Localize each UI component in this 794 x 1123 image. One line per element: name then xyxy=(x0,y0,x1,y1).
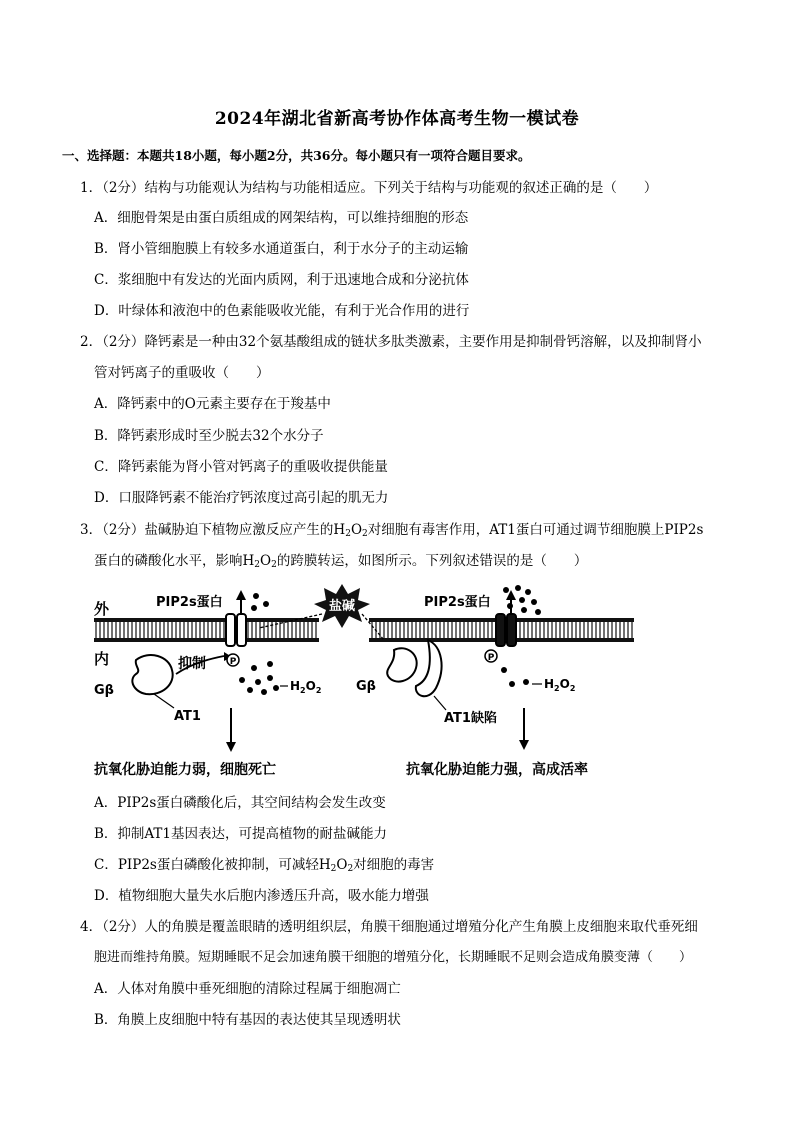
option-2b: B．降钙素形成时至少脱去32个水分子 xyxy=(94,428,324,444)
membrane-diagram xyxy=(94,584,634,784)
right-result-label: 抗氧化胁迫能力强，高成活率 xyxy=(406,762,588,778)
question-number: 4． xyxy=(80,919,103,935)
text-segment: 蛋白的磷酸化水平，影响H xyxy=(94,553,255,569)
question-2-stem-cont: 管对钙离子的重吸收（ ） xyxy=(94,365,270,381)
question-number: 2． xyxy=(80,334,103,350)
left-pip2s-label: PIP2s蛋白 xyxy=(156,595,223,610)
question-number: 3． xyxy=(80,522,103,538)
left-gbeta-shape xyxy=(132,655,172,694)
left-h2o2-label: $H_2O_2$ xyxy=(290,679,322,695)
left-outside-dots xyxy=(251,593,269,611)
subscript: 2 xyxy=(254,560,261,570)
text-segment: 的跨膜转运，如图所示。下列叙述错误的是（ ） xyxy=(276,553,588,569)
option-1c: C．浆细胞中有发达的光面内质网，利于迅速地合成和分泌抗体 xyxy=(94,272,469,288)
right-inside-dots xyxy=(501,667,529,687)
text-segment: 盐碱胁迫下植物应激反应产生的H xyxy=(144,522,346,538)
option-3d: D．植物细胞大量失水后胞内渗透压升高，吸水能力增强 xyxy=(94,888,429,904)
label-inside: 内 xyxy=(94,650,110,668)
saline-label: 盐碱 xyxy=(328,599,356,614)
subscript: 2 xyxy=(330,864,337,874)
question-2-stem xyxy=(80,330,702,350)
option-2c: C．降钙素能为肾小管对钙离子的重吸收提供能量 xyxy=(94,459,388,475)
text-segment: O xyxy=(260,553,272,569)
left-gbeta-label: Gβ xyxy=(94,683,114,698)
right-pip2s-label: PIP2s蛋白 xyxy=(424,595,491,610)
question-text: 人的角膜是覆盖眼睛的透明组织层，角膜干细胞通过增殖分化产生角膜上皮细胞来取代垂死细 xyxy=(144,919,698,935)
left-result-label: 抗氧化胁迫能力弱，细胞死亡 xyxy=(94,762,276,778)
left-inside-dots xyxy=(239,661,279,695)
text-segment: 对细胞有毒害作用，AT1蛋白可通过调节细胞膜上PIP2s xyxy=(367,522,704,538)
at1-defect-label: AT1缺陷 xyxy=(444,711,497,726)
question-4-stem-cont: 胞进而维持角膜。短期睡眠不足会加速角膜干细胞的增殖分化，长期睡眠不足则会造成角膜变薄（ ） xyxy=(94,950,693,965)
option-3c xyxy=(94,853,434,874)
label-outside: 外 xyxy=(94,600,110,618)
left-pip2s-channel xyxy=(226,590,246,646)
option-1a: A．细胞骨架是由蛋白质组成的网架结构，可以维持细胞的形态 xyxy=(94,210,469,226)
membrane-figure xyxy=(94,584,634,784)
option-3a: A．PIP2s蛋白磷酸化后，其空间结构会发生改变 xyxy=(94,795,386,811)
subscript: 2 xyxy=(347,864,354,874)
question-3-stem xyxy=(80,518,703,539)
at1-label: AT1 xyxy=(174,709,201,724)
question-4-stem xyxy=(80,915,698,935)
subscript: 2 xyxy=(362,529,368,539)
question-3-stem-cont xyxy=(94,549,587,570)
option-4b: B．角膜上皮细胞中特有基因的表达使其呈现透明状 xyxy=(94,1012,401,1028)
text-segment: C．PIP2s蛋白磷酸化被抑制，可减轻H xyxy=(94,857,331,873)
text-segment: O xyxy=(336,857,348,873)
subscript: 2 xyxy=(345,529,351,539)
left-p-label: P xyxy=(229,657,237,667)
question-score: （2分） xyxy=(102,334,145,350)
option-4a: A．人体对角膜中垂死细胞的清除过程属于细胞凋亡 xyxy=(94,981,401,997)
option-2d: D．口服降钙素不能治疗钙浓度过高引起的肌无力 xyxy=(94,490,389,506)
question-score: （2分） xyxy=(102,180,145,196)
question-1-stem xyxy=(80,176,657,196)
question-text: 结构与功能观认为结构与功能相适应。下列关于结构与功能观的叙述正确的是（ ） xyxy=(144,180,658,196)
option-1d: D．叶绿体和液泡中的色素能吸收光能，有利于光合作用的进行 xyxy=(94,303,470,319)
subscript: 2 xyxy=(271,560,277,570)
text-segment: O xyxy=(350,522,363,538)
option-1b: B．肾小管细胞膜上有较多水通道蛋白，利于水分子的主动运输 xyxy=(94,241,469,257)
section-heading: 一、选择题：本题共18小题，每小题2分，共36分。每小题只有一项符合题目要求。 xyxy=(62,148,531,163)
text-segment: 对细胞的毒害 xyxy=(353,857,435,873)
right-h2o2-label: $H_2O_2$ xyxy=(544,677,576,693)
right-p-label: P xyxy=(487,653,495,663)
inhibit-label: 抑制 xyxy=(178,656,206,672)
option-2a: A．降钙素中的O元素主要存在于羧基中 xyxy=(94,396,331,412)
question-text: 降钙素是一种由32个氨基酸组成的链状多肽类激素，主要作用是抑制骨钙溶解，以及抑制肾小 xyxy=(144,334,702,350)
option-3b: B．抑制AT1基因表达，可提高植物的耐盐碱能力 xyxy=(94,826,388,842)
page-title: 2024年湖北省新高考协作体高考生物一模试卷 xyxy=(214,109,580,129)
question-number: 1． xyxy=(80,180,103,196)
right-gbeta-label: Gβ xyxy=(356,679,376,694)
question-score: （2分） xyxy=(102,919,145,935)
question-score: （2分） xyxy=(102,522,145,538)
right-pip2s-channel xyxy=(496,590,516,646)
right-gbeta-shape xyxy=(387,640,441,696)
